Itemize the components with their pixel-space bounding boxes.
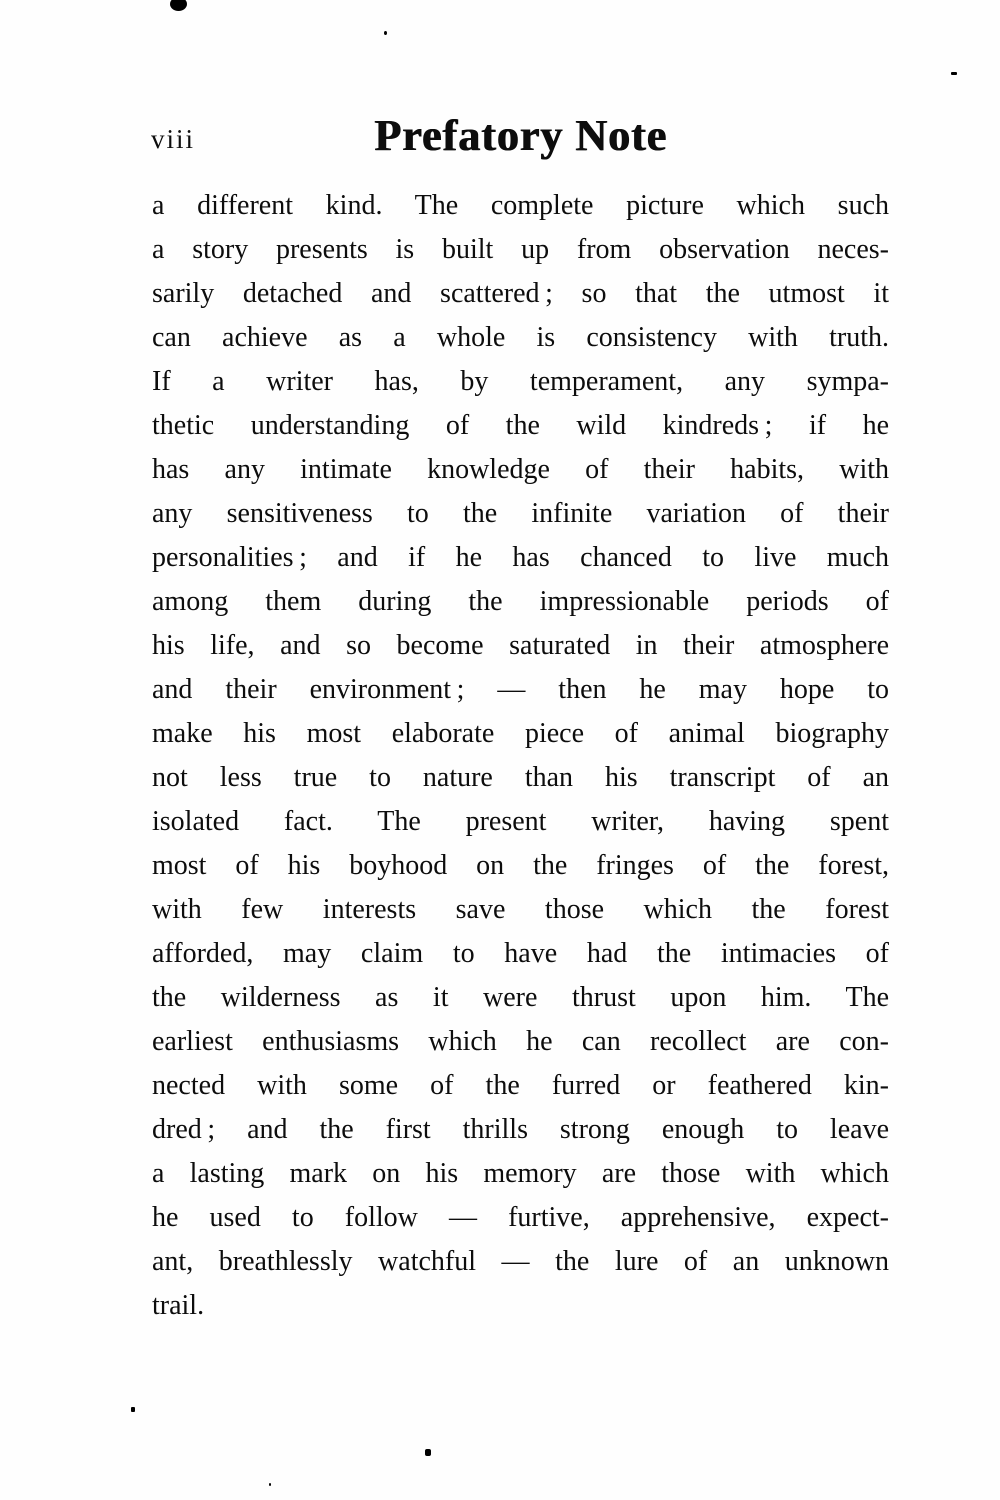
text-line: personalities ; and if he has chanced to live much [152,542,889,573]
text-line: can achieve as a whole is consistency with truth. [152,322,889,353]
text-line: isolated fact. The present writer, having spent [152,806,889,837]
text-line: ant, breathlessly watchful — the lure of an unknown [152,1246,889,1277]
text-line: he used to follow — furtive, apprehensive, expect- [152,1202,889,1233]
ink-speck [425,1449,431,1456]
body-text-block [152,184,889,1328]
text-line: among them during the impressionable periods of [152,586,889,617]
folio-page-number: viii [151,124,196,154]
ink-speck [269,1483,271,1486]
text-line: not less true to nature than his transcript of an [152,762,889,793]
text-line: make his most elaborate piece of animal biography [152,718,889,749]
ink-speck [384,31,387,35]
text-line: his life, and so become saturated in their atmosphere [152,630,889,661]
text-line: afforded, may claim to have had the intimacies of [152,938,889,969]
running-title: Prefatory Note [374,111,667,160]
text-line: the wilderness as it were thrust upon him. The [152,982,889,1013]
text-line: dred ; and the first thrills strong enough to leave [152,1114,889,1145]
ink-speck [951,72,957,75]
text-line: sarily detached and scattered ; so that the utmost it [152,278,889,309]
text-line: any sensitiveness to the infinite variation of their [152,498,889,529]
text-line: a different kind. The complete picture which such [152,190,889,221]
text-line: nected with some of the furred or feathered kin- [152,1070,889,1101]
text-line: If a writer has, by temperament, any sympa- [152,366,889,397]
text-line: with few interests save those which the forest [152,894,889,925]
text-line: thetic understanding of the wild kindreds ; if he [152,410,889,441]
ink-speck [170,0,187,11]
text-line: and their environment ; — then he may hope to [152,674,889,705]
text-line: has any intimate knowledge of their habits, with [152,454,889,485]
text-line: a lasting mark on his memory are those with which [152,1158,889,1189]
text-line: earliest enthusiasms which he can recollect are con- [152,1026,889,1057]
text-line: trail. [152,1290,205,1321]
text-line: a story presents is built up from observation neces- [152,234,889,265]
ink-speck [131,1407,135,1412]
text-line: most of his boyhood on the fringes of the forest, [152,850,889,881]
